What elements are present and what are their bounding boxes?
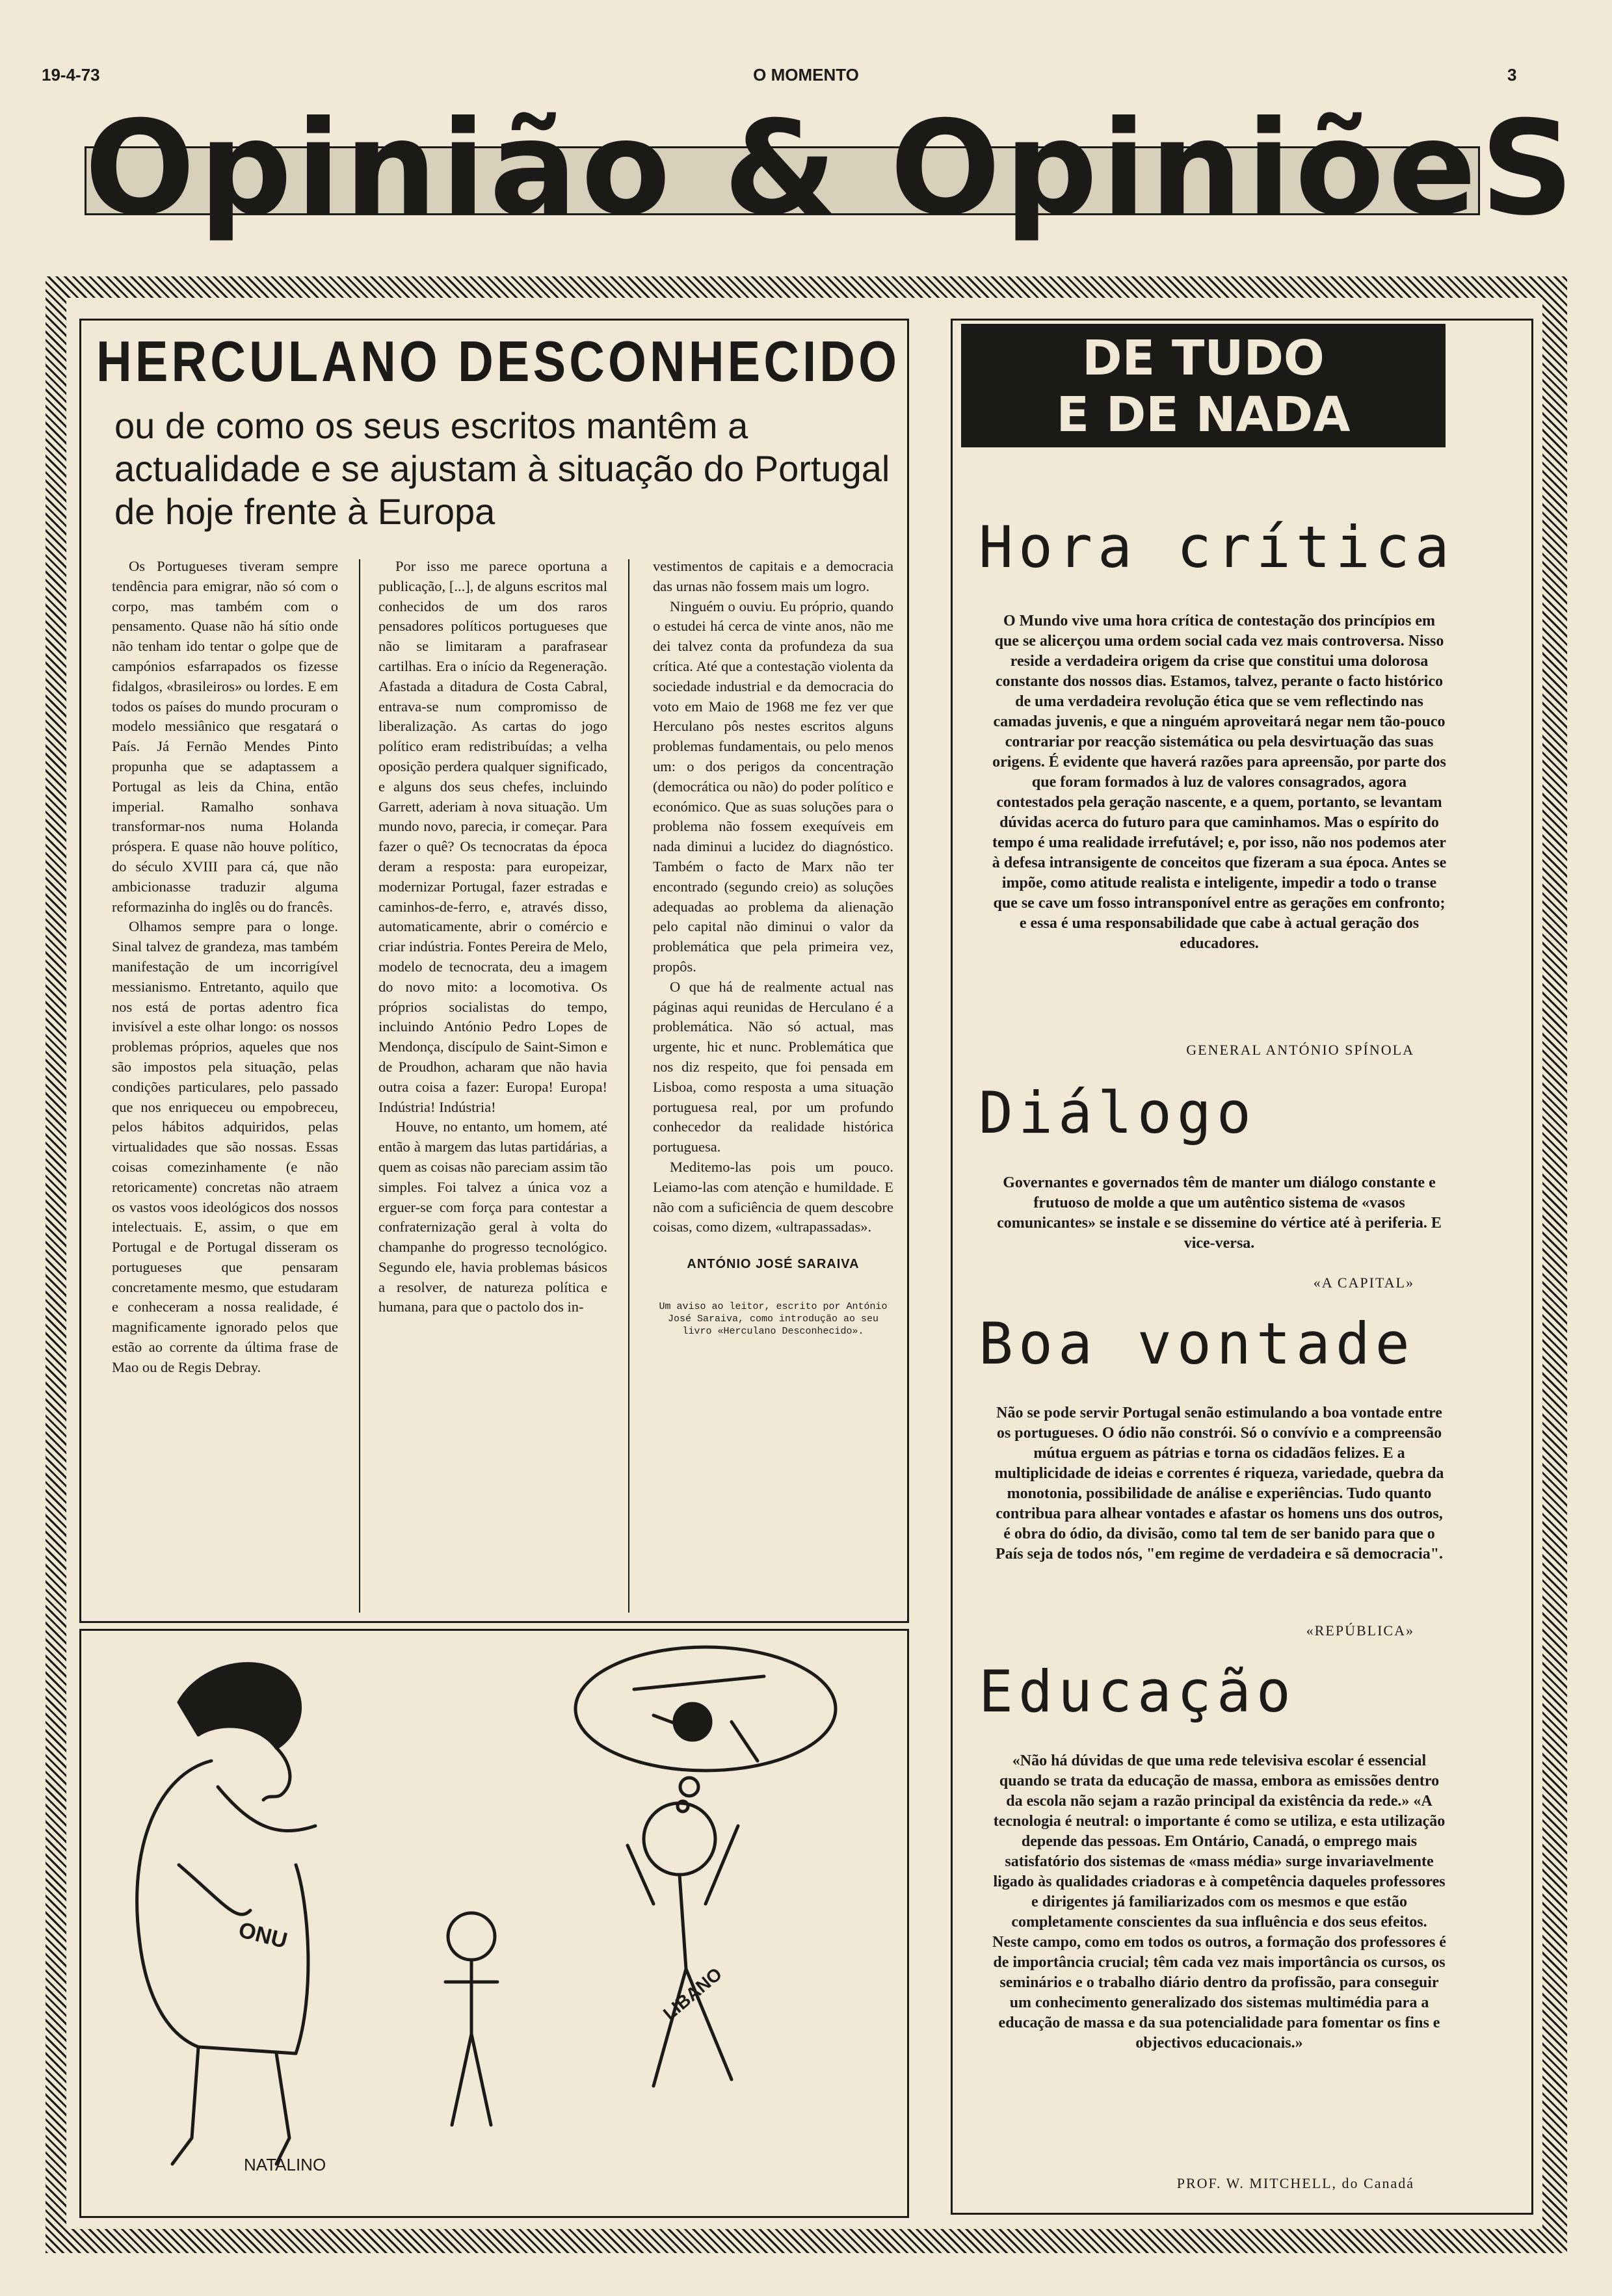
section-body: O Mundo vive uma hora crítica de contestação dos princípios em que se alicerçou uma ordem social cada vez mais controversa. Nisso reside a verdadeira origem da crise que constitui uma dolorosa constante dos nossos dias. Estamos, talvez, perante o facto histórico de uma verdadeira revolução ética que se vem reflectindo nas camadas juvenis, e que a ninguém aproveitará negar nem tão-pouco contrariar por reacção sistemática ou pela desvirtuação das suas origens. É evidente que haverá razões para apreensão, por parte dos que foram formados à luz de valores consagrados, agora contestados pela geração nascente, e a quem, portanto, se levantam dúvidas acerca do futuro para que caminhamos. Mas o espírito do tempo é uma realidade irrefutável; e, por isso, não nos podemos ater à defesa intransigente de conceitos que fizeram a sua época. Antes se impõe, como atitude realista e inteligente, impedir a todo o transe que se cave um fosso intransponível entre as gerações em confronto; e essa é uma responsabilidade que cabe à actual geração dos educadores. xyxy=(992,613,1447,952)
crying-man-body xyxy=(628,1826,738,2086)
section-heading: Diálogo xyxy=(979,1079,1256,1146)
column-rule xyxy=(628,559,629,1613)
artist-signature: NATALINO xyxy=(244,2155,326,2174)
article-column-2 xyxy=(378,557,607,1317)
section-source: GENERAL ANTÓNIO SPÍNOLA xyxy=(1186,1042,1414,1058)
woman-legs xyxy=(172,2047,289,2164)
section-body: «Não há dúvidas de que uma rede televisiva escolar é essencial quando se trata da educação de massa, embora as emissões dentro da escola não sejam a razão principal da existência da rede.» «A tecnologia é neutral: o importante é como se utiliza, e esta utilização depende das pessoas. Em Ontário, Canadá, o emprego mais satisfatório dos sistemas de «mass média» surge invariavelmente ligado às qualidades criadoras e à competência daqueles professores e dirigentes já familiarizados com os mesmos e que estão completamente conscientes da sua influência e dos seus efeitos. Neste campo, como em todos os outros, a formação dos professores é de importância crucial; têm cada vez mais importância os cursos, os seminários e o trabalho diário dentro da profissão, para conseguir um conhecimento generalizado dos sistemas multimédia para a educação de massa e da sua potencialidade para fomentar os fins e objectivos educacionais.» xyxy=(992,1752,1446,2052)
paragraph: Por isso me parece oportuna a publicação, [...], de alguns escritos mal conhecidos de um dos raros pensadores políticos portugueses que não se limitaram a parafrasear cartilhas. Era o início da Regeneração. Afastada a ditadura de Costa Cabral, entrava-se num compromisso de liberalização. As cartas do jogo político eram redistribuídas; a velha oposição perdera qualquer significado, e alguns dos seus chefes, incluindo Garrett, aderiam à nova situação. Um mundo novo, parecia, ir começar. Para fazer o quê? Os tecnocratas da época deram a resposta: para europeizar, modernizar Portugal, fazer estradas e caminhos-de-ferro, e, através disso, automaticamente, abrir o comércio e criar indústria. Fontes Pereira de Melo, modelo de tecnocrata, deu a imagem do novo mito: a locomotiva. Os próprios socialistas do tempo, incluindo António Pedro Lopes de Mendonça, discípulo de Saint-Simon e de Proudhon, acharam que não havia outra coisa a fazer: Europa! Europa! Indústria! Indústria! xyxy=(378,558,607,1115)
boy-body xyxy=(445,1960,497,2125)
article-column-1 xyxy=(112,557,338,1378)
boy-head xyxy=(448,1913,495,1960)
section-body: Governantes e governados têm de manter um diálogo constante e frutuoso de molde a que um autêntico sistema de «vasos comunicantes» se instale e se dissemine do vértice até à periferia. E vice-versa. xyxy=(997,1174,1442,1252)
column-rule xyxy=(359,559,360,1613)
woman-hair xyxy=(179,1664,300,1748)
section-banner-title: Opinião & OpiniõeS xyxy=(85,93,1578,244)
column-title-box xyxy=(961,324,1446,447)
paragraph: Olhamos sempre para o longe. Sinal talvez de grandeza, mas também manifestação de um incorrigível messianismo. Entretanto, aquilo que nos está de portas adentro fica invisível a este olhar longo: os nossos problemas próprios, aqueles que nos são impostos pela situação, pelas condições particulares, pelo passado que nos enriqueceu ou empobreceu, pelos hábitos adquiridos, pelas virtualidades que são nossas. Essas coisas comezinhamente (e não retoricamente) concretas não atraem os vastos voos ideológicos dos nossos intelectuais. E, assim, o que em Portugal e de Portugal disseram os portugueses que pensaram concretamente mesmo, que estudaram e conheceram a nossa realidade, é magnificamente ignorado pelos que estão ao corrente da última frase de Mao ou de Regis Debray. xyxy=(112,918,338,1375)
political-cartoon xyxy=(81,1631,903,2212)
woman-face xyxy=(263,1748,290,1800)
article-title: HERCULANO DESCONHECIDO xyxy=(96,329,901,393)
bomb-icon xyxy=(674,1704,711,1740)
section-source: «REPÚBLICA» xyxy=(1306,1622,1414,1639)
article-editor-note: Um aviso ao leitor, escrito por António José Saraiva, como introdução ao seu livro «Herculano Desconhecido». xyxy=(659,1300,888,1337)
section-source: «A CAPITAL» xyxy=(1313,1274,1414,1291)
issue-date: 19-4-73 xyxy=(42,65,100,85)
woman-arm xyxy=(218,1787,315,1831)
label-onu: ONU xyxy=(236,1917,290,1954)
section-heading: Educação xyxy=(979,1658,1296,1725)
paragraph: Houve, no entanto, um homem, até então à margem das lutas partidárias, a quem as coisas não pareciam assim tão simples. Foi talvez a única voz a erguer-se com força para contestar a confraternização geral à volta do champanhe do progresso tecnológico. Segundo ele, havia problemas básicos a resolver, de natureza política e humana, para que o pactolo dos in- xyxy=(378,1118,607,1315)
paragraph: vestimentos de capitais e a democracia das urnas não fossem mais um logro. xyxy=(653,558,893,594)
article-column-3 xyxy=(653,557,893,1338)
paragraph: Meditemo-las pois um pouco. Leiamo-las com atenção e humildade. E não com a suficiência de quem descobre coisas, como dizem, «ultrapassadas». xyxy=(653,1158,893,1235)
section-heading: Hora crítica xyxy=(979,514,1455,581)
paragraph: Os Portugueses tiveram sempre tendência para emigrar, não só com o corpo, mas também com o pensamento. Quase não há sítio onde não tenham ido tentar o golpe que de campónios esfarrapados os fizesse fidalgos, «brasileiros» ou lordes. E em todos os países do mundo procuram o modelo messiânico que resgatará o País. Já Fernão Mendes Pinto propunha que se adaptassem a Portugal as leis da China, então imperial. Ramalho sonhava transformar-nos numa Holanda próspera. E quase não houve político, do século XVIII para cá, que não ambicionasse traduzir alguma reformazinha do inglês ou do francês. xyxy=(112,558,338,915)
column-title-line-2: E DE NADA xyxy=(1056,387,1351,443)
section-body: Não se pode servir Portugal senão estimulando a boa vontade entre os portugueses. O ódio não constrói. Só o convívio e a compreensão mútua erguem as pátrias e torna os cidadãos felizes. E a multiplicidade de ideias e correntes é riqueza, variedade, quebra da monotonia, possibilidade de análise e experiências. Tudo quanto contribua para alhear vontades e afastar os homens uns dos outros, é obra do ódio, da divisão, como tal tem de ser banido para que o País seja de todos nós, "em regime de verdadeira e sã democracia". xyxy=(994,1405,1444,1563)
section-heading: Boa vontade xyxy=(979,1310,1415,1377)
crying-man-head xyxy=(644,1803,715,1875)
section-source: PROF. W. MITCHELL, do Canadá xyxy=(1176,2175,1414,2191)
newspaper-name: O MOMENTO xyxy=(753,65,859,85)
article-signature: ANTÓNIO JOSÉ SARAIVA xyxy=(687,1257,860,1272)
page-number: 3 xyxy=(1507,65,1517,85)
article-subtitle: ou de como os seus escritos mantêm a actualidade e se ajustam à situação do Portugal de hoje frente à Europa xyxy=(114,405,890,532)
woman-arm-2 xyxy=(179,1865,250,1914)
woman-body xyxy=(137,1761,308,2053)
column-title-line-1: DE TUDO xyxy=(1082,330,1325,386)
label-libano: LIBANO xyxy=(659,1963,726,2024)
paragraph: O que há de realmente actual nas páginas aqui reunidas de Herculano é a problemática. Não só actual, mas urgente, hic et nunc. Problemática que nos diz respeito, que foi pensada em Lisboa, como resposta a uma situação portuguesa real, por um profundo conhecedor da realidade histórica portuguesa. xyxy=(653,978,893,1155)
paragraph: Ninguém o ouviu. Eu próprio, quando o estudei há cerca de vinte anos, não me dei talvez conta da profundeza da sua crítica. Até que a contestação violenta da sociedade industrial e da democracia do voto em Maio de 1968 me fez ver que Herculano pôs nestes escritos alguns problemas fundamentais, ou pelo menos um: o dos perigos da concentração (democrática ou não) do poder político e económico. Que as suas soluções para o problema não fossem exequíveis em nada diminui a lucidez do diagnóstico. Também o facto de Marx não ter encontrado (segundo creio) as soluções adequadas ao problema da alienação pelo capital não diminui o valor da problemática que pela primeira vez, propôs. xyxy=(653,598,893,975)
